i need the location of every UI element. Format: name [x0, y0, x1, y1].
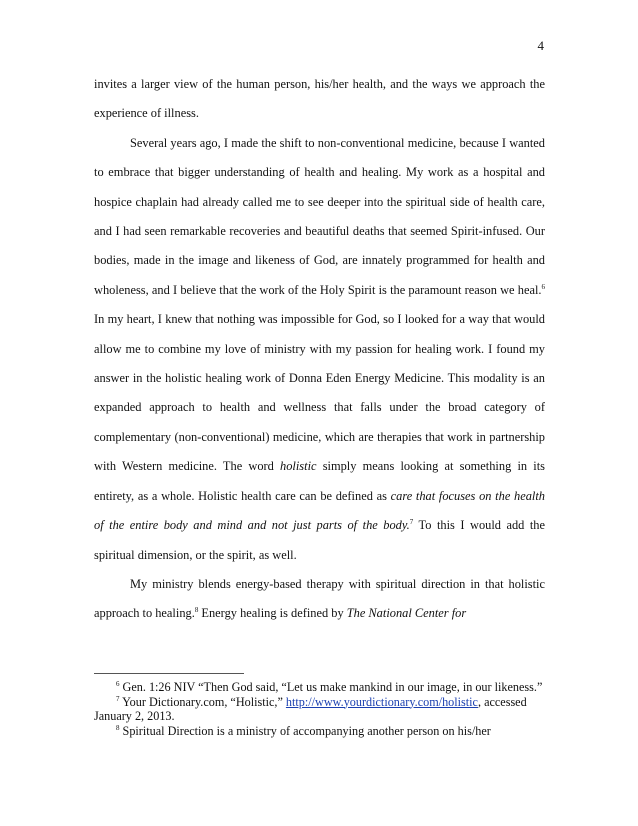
footnote-6 [94, 680, 545, 695]
term-holistic: holistic [280, 459, 317, 474]
paragraph-2-part-d: To this I would add the spiritual dimension, or the spirit, as well. [94, 518, 546, 562]
footnote-8-number: 8 [116, 723, 120, 732]
footnote-8-text: Spiritual Direction is a ministry of accompanying another person on his/her [119, 723, 491, 738]
footnote-7 [94, 695, 545, 724]
footnote-7-number: 7 [116, 694, 120, 703]
footnote-7-text-b: , accessed January 2, 2013. [94, 694, 527, 723]
paragraph-2-part-c: simply means looking at something in its entirety, as a whole. Holistic health care can be defined as [94, 459, 545, 503]
footnote-7-text-a: Your Dictionary.com, “Holistic,” [119, 694, 286, 709]
body-text [94, 70, 545, 629]
footnote-6-text: Gen. 1:26 NIV “Then God said, “Let us make mankind in our image, in our likeness.” [119, 680, 543, 694]
paragraph-3 [94, 570, 545, 629]
paragraph-2 [94, 129, 545, 570]
footnote-ref-7[interactable]: 7 [409, 517, 414, 526]
organization-name: The National Center for [346, 606, 467, 621]
page-number: 4 [537, 38, 544, 53]
footnote-ref-8[interactable]: 8 [194, 606, 199, 615]
paragraph-1: invites a larger view of the human person, his/her health, and the ways we approach the experience of illness. [94, 77, 545, 121]
paragraph-3-part-b: Energy healing is defined by [198, 606, 347, 621]
paragraph-2-part-a: Several years ago, I made the shift to non-conventional medicine, because I wanted to embrace that bigger understanding of health and healing. My work as a hospital and hospice chaplain had already called me to see deeper into the spiritual side of health care, and I had seen remarkable recoveries and beautiful deaths that seemed Spirit-infused. Our bodies, made in the image and likeness of God, are innately programmed for health and wholeness, and I believe that the work of the Holy Spirit is the paramount reason we heal. [94, 135, 545, 297]
paragraph-3-part-a: My ministry blends energy-based therapy with spiritual direction in that holistic approach to healing. [94, 576, 545, 621]
footnote-8 [94, 724, 545, 739]
paragraph-2-part-b: In my heart, I knew that nothing was impossible for God, so I looked for a way that would allow me to combine my love of ministry with my passion for healing work. I found my answer in the holistic healing work of Donna Eden Energy Medicine. This modality is an expanded approach to health and wellness that falls under the broad category of complementary (non-conventional) medicine, which are therapies that work in partnership with Western medicine. The word [94, 312, 545, 474]
holistic-definition: care that focuses on the health of the entire body and mind and not just parts of the body. [94, 488, 545, 533]
footnotes [94, 680, 545, 738]
footnote-6-number: 6 [116, 679, 120, 688]
footnote-7-link[interactable]: http://www.yourdictionary.com/holistic [285, 694, 478, 709]
footnote-rule [94, 673, 244, 674]
footnote-ref-6[interactable]: 6 [541, 282, 545, 291]
